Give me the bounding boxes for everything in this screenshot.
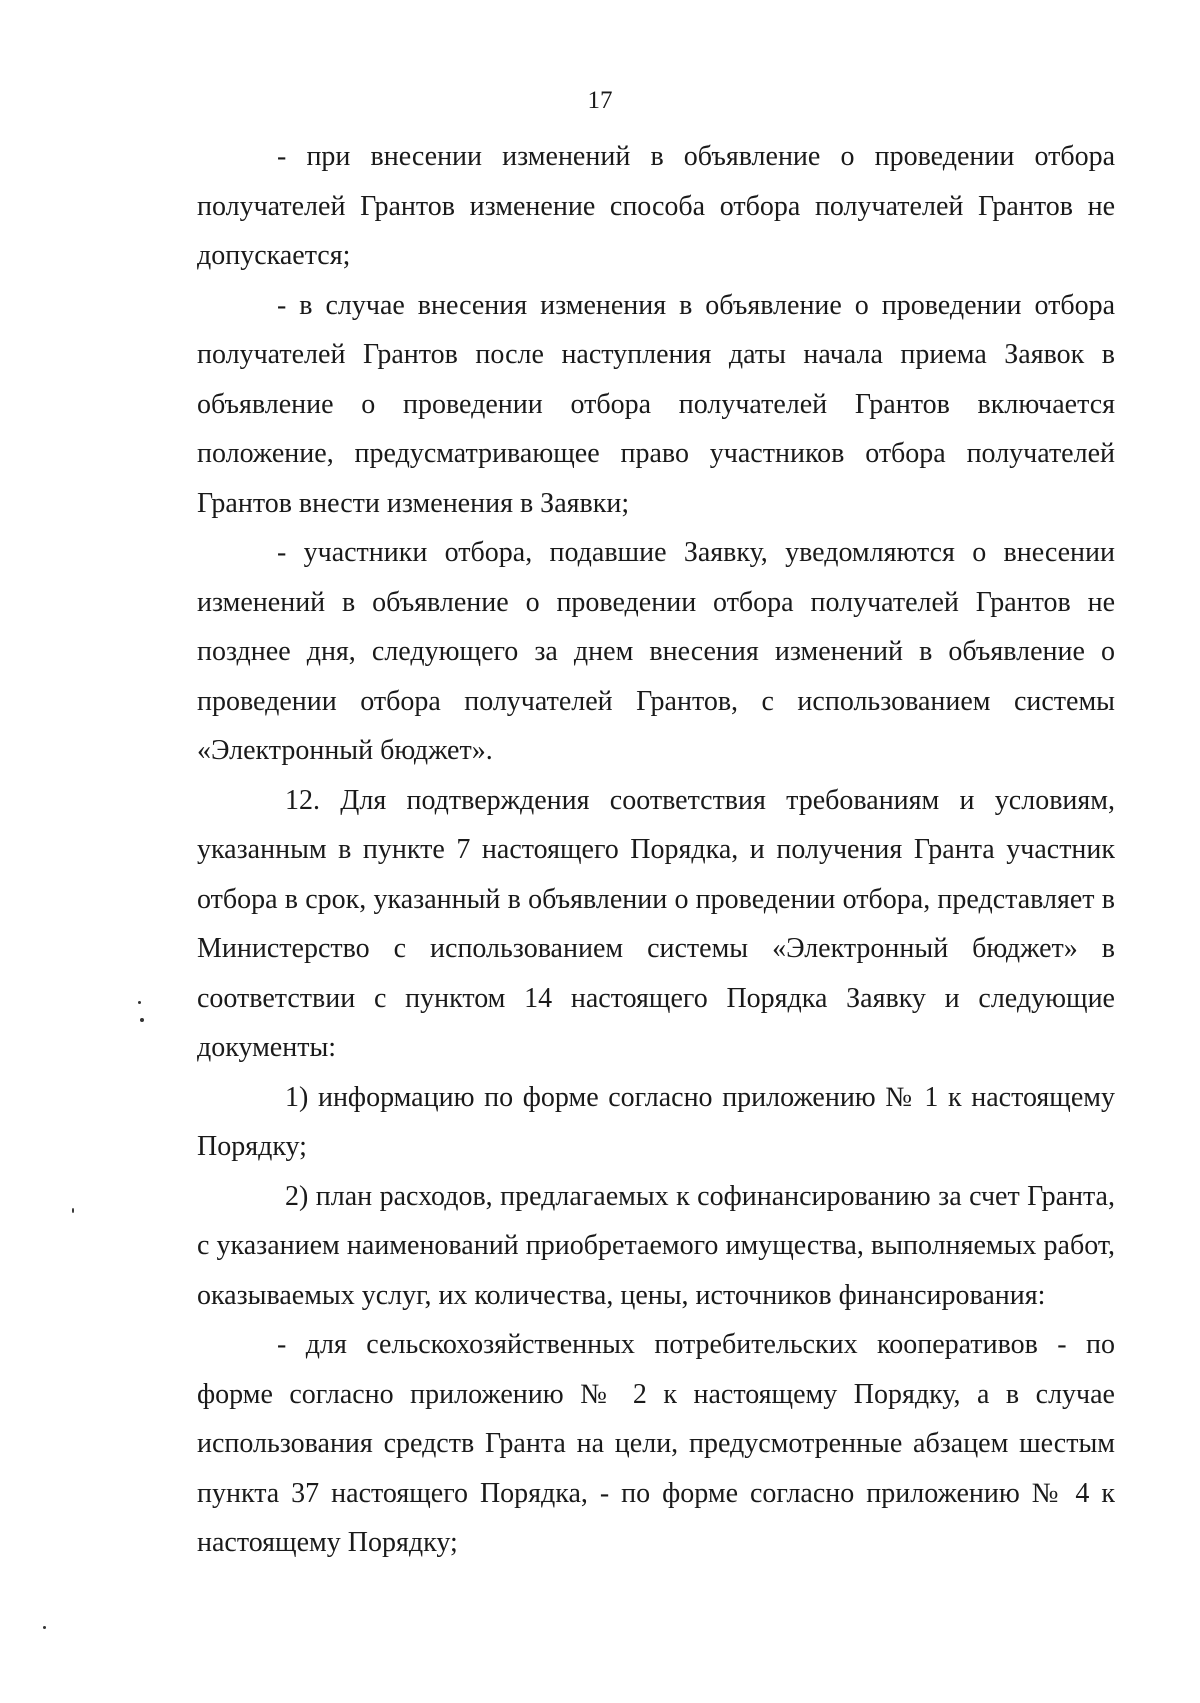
page-number: 17: [587, 87, 613, 114]
paragraph-selection-change-rule: - при внесении изменений в объявление о проведении отбора получателей Грантов изменение способа отбора получателей Грантов не допускается;: [197, 141, 1115, 271]
scan-speck: [43, 1626, 46, 1629]
scan-speck: [138, 1001, 141, 1004]
paragraph-subitem-2: 2) план расходов, предлагаемых к софинансированию за счет Гранта, с указанием наименований приобретаемого имущества, выполняемых работ, оказываемых услуг, их количества, цены, источников финансирования:: [197, 1180, 1115, 1311]
paragraph-cooperatives-form: - для сельскохозяйственных потребительских кооперативов - по форме согласно приложению № 2 к настоящему Порядку, а в случае использования средств Гранта на цели, предусмотренные абзацем шестым пункта 37 настоящего Порядка, - по форме согласно приложению № 4 к настоящему Порядку;: [197, 1329, 1115, 1558]
document-body: [197, 132, 1115, 1568]
paragraph-participant-notification: - участники отбора, подавшие Заявку, уведомляются о внесении изменений в объявление о проведении отбора получателей Грантов не позднее дня, следующего за днем внесения изменений в объявление о проведении отбора получателей Грантов, с использованием системы «Электронный бюджет».: [197, 537, 1115, 766]
paragraph-item-12: 12. Для подтверждения соответствия требованиям и условиям, указанным в пункте 7 настоящего Порядка, и получения Гранта участник отбора в срок, указанный в объявлении о проведении отбора, представляет в Министерство с использованием системы «Электронный бюджет» в соответствии с пунктом 14 настоящего Порядка Заявку и следующие документы:: [197, 784, 1115, 1063]
paragraph-subitem-1: 1) информацию по форме согласно приложению № 1 к настоящему Порядку;: [197, 1081, 1115, 1162]
scan-speck: [72, 1208, 74, 1213]
paragraph-announcement-change-rule: - в случае внесения изменения в объявление о проведении отбора получателей Грантов после наступления даты начала приема Заявок в объявление о проведении отбора получателей Грантов включается положение, предусматривающее право участников отбора получателей Грантов внести изменения в Заявки;: [197, 289, 1115, 519]
scan-speck: [140, 1018, 144, 1022]
